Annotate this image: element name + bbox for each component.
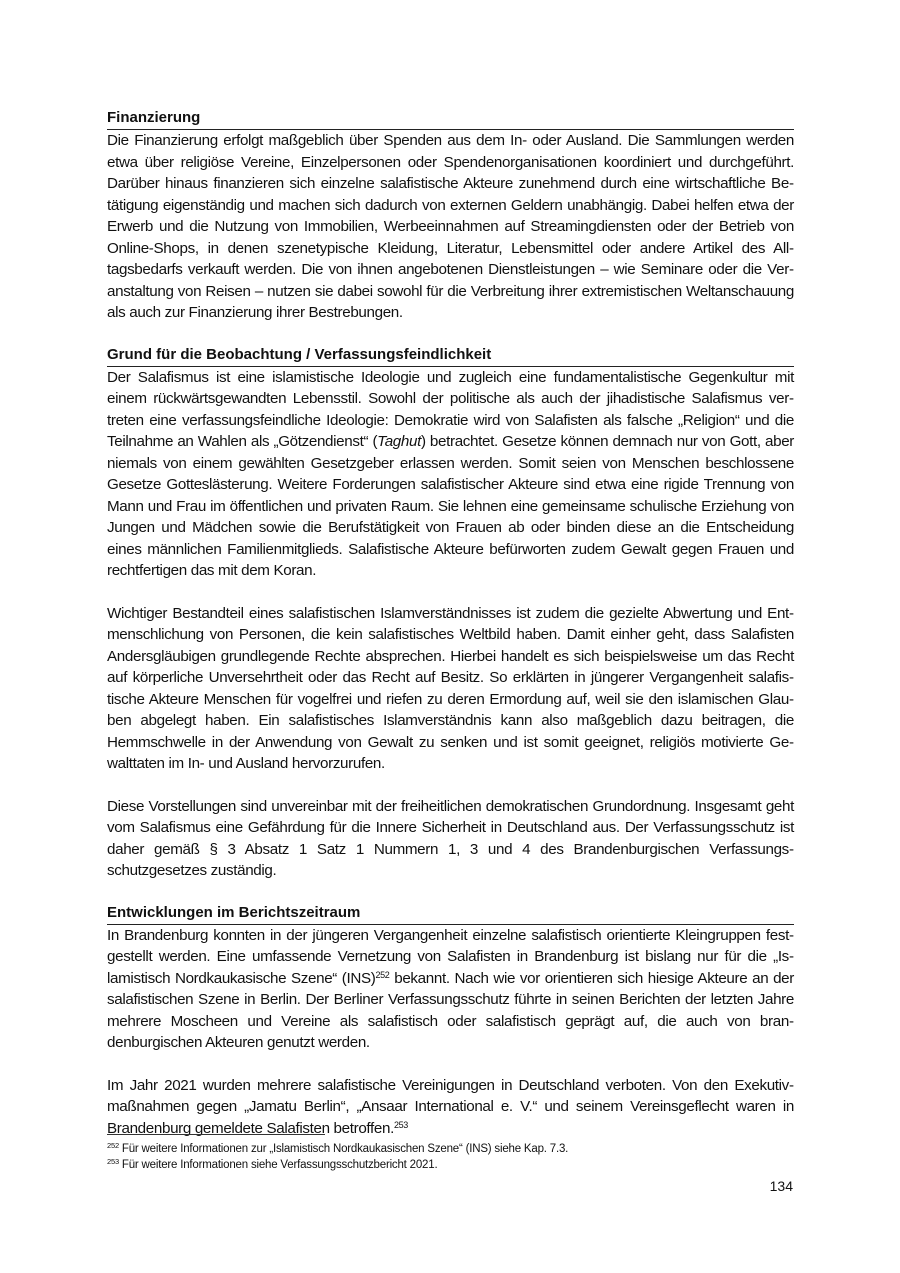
section-beobachtung (107, 345, 794, 882)
footnote: $^{252}$ Für weitere Informationen zur „Islamistisch Nordkaukasischen Szene“ (INS) siehe Kap. 7.3. (107, 1141, 569, 1155)
footnote-reference[interactable]: 252 (375, 969, 390, 980)
section-entwicklungen (107, 903, 794, 1140)
page-number: 134 (769, 1178, 793, 1194)
paragraph: Diese Vorstellungen sind unvereinbar mit der freiheitlichen demokratischen Grundordnung. Insgesamt geht vom Salafismus eine Gefährdung für die Innere Sicherheit in Deutschland aus. Der Verfassungsschutz ist daher gemäß § 3 Absatz 1 Satz 1 Nummern 1, 3 und 4 des Brandenburgischen Verfassungsschutzgesetzes zuständig. (107, 797, 794, 879)
section-heading: Finanzierung (107, 108, 794, 130)
footnote: $^{253}$ Für weitere Informationen siehe Verfassungsschutzbericht 2021. (107, 1157, 438, 1171)
paragraph: Im Jahr 2021 wurden mehrere salafistische Vereinigungen in Deutschland verboten. Von den Exekutivmaßnahmen gegen „Jamatu Berlin“, „Ansaar International e. V.“ und seinem Vereinsgeflecht waren in Brandenburg gemeldete Salafisten betroffen.$^{253}$ (107, 1076, 794, 1137)
page-body (107, 108, 794, 1139)
emphasis-term: Taghut (377, 433, 421, 450)
footnote-reference[interactable]: 253 (393, 1119, 408, 1130)
paragraph: Die Finanzierung erfolgt maßgeblich über Spenden aus dem In- oder Ausland. Die Sammlungen werden etwa über religiöse Vereine, Einzelpersonen oder Spendenorganisationen koordiniert und durchgeführt. Darüber hinaus finanzieren sich einzelne salafistische Akteure zunehmend durch eine wirtschaftliche Betätigung eigenständig und machen sich dadurch von externen Geldern unabhängig. Dabei helfen etwa der Erwerb und die Nutzung von Immobilien, Werbeeinnahmen auf Streamingdiensten oder der Betrieb von Online-Shops, in denen szenetypische Kleidung, Literatur, Lebensmittel oder andere Artikel des Alltagsbedarfs verkauft werden. Die von ihnen angebotenen Dienstleistungen – wie Seminare oder die Veranstaltung von Reisen – nutzen sie dabei sowohl für die Verbreitung ihrer extremistischen Weltanschauung als auch zur Finanzierung ihrer Bestrebungen. (107, 132, 794, 321)
footnotes (107, 1141, 794, 1173)
paragraph: Der Salafismus ist eine islamistische Ideologie und zugleich eine fundamentalistische Gegenkultur mit einem rückwärtsgewandten Lebensstil. Sowohl der politische als auch der jihadistische Salafismus vertreten eine verfassungsfeindliche Ideologie: Demokratie wird von Salafisten als falsche „Religion“ und die Teilnahme an Wahlen als „Götzendienst“ (Taghut) betrachtet. Gesetze können demnach nur von Gott, aber niemals von einem gewählten Gesetzgeber erlassen werden. Somit seien von Menschen beschlossene Gesetze Gotteslästerung. Weitere Forderungen salafistischer Akteure sind etwa eine rigide Trennung von Mann und Frau im öffentlichen und privaten Raum. Sie lehnen eine gemeinsame schulische Erziehung von Jungen und Mädchen sowie die Berufstätigkeit von Frauen ab oder binden diese an die Entscheidung eines männlichen Familienmitglieds. Salafistische Akteure befürworten zudem Gewalt gegen Frauen und rechtfertigen das mit dem Koran. (107, 368, 795, 579)
footnote-divider (107, 1134, 325, 1135)
section-heading: Grund für die Beobachtung / Verfassungsfeindlichkeit (107, 345, 794, 367)
section-finanzierung (107, 108, 794, 324)
section-heading: Entwicklungen im Berichtszeitraum (107, 903, 794, 925)
paragraph: Wichtiger Bestandteil eines salafistischen Islamverständnisses ist zudem die gezielte Abwertung und Entmenschlichung von Personen, die kein salafistisches Weltbild haben. Damit einher geht, dass Salafisten Andersgläubigen grundlegende Rechte absprechen. Hierbei handelt es sich beispielsweise um das Recht auf körperliche Unversehrtheit oder das Recht auf Besitz. So erklärten in jüngerer Vergangenheit salafistische Akteure Menschen für vogelfrei und riefen zu deren Ermordung auf, weil sie den islamischen Glauben abgelegt haben. Ein salafistisches Islamverständnis kann also maßgeblich dazu beitragen, die Hemmschwelle in der Anwendung von Gewalt zu senken und ist somit geeignet, religiös motivierte Gewalttaten im In- und Ausland hervorzurufen. (107, 604, 794, 772)
paragraph: In Brandenburg konnten in der jüngeren Vergangenheit einzelne salafistisch orientierte Kleingruppen festgestellt werden. Eine umfassende Vernetzung von Salafisten in Brandenburg ist bislang nur für die „Islamistisch Nordkaukasische Szene“ (INS)$^{252}$ bekannt. Nach wie vor orientieren sich hiesige Akteure an der salafistischen Szene in Berlin. Der Berliner Verfassungsschutz führte in seinen Berichten der letzten Jahre mehrere Moscheen und Vereine als salafistisch oder salafistisch geprägt auf, die auch von brandenburgischen Akteuren genutzt werden. (107, 926, 794, 1051)
